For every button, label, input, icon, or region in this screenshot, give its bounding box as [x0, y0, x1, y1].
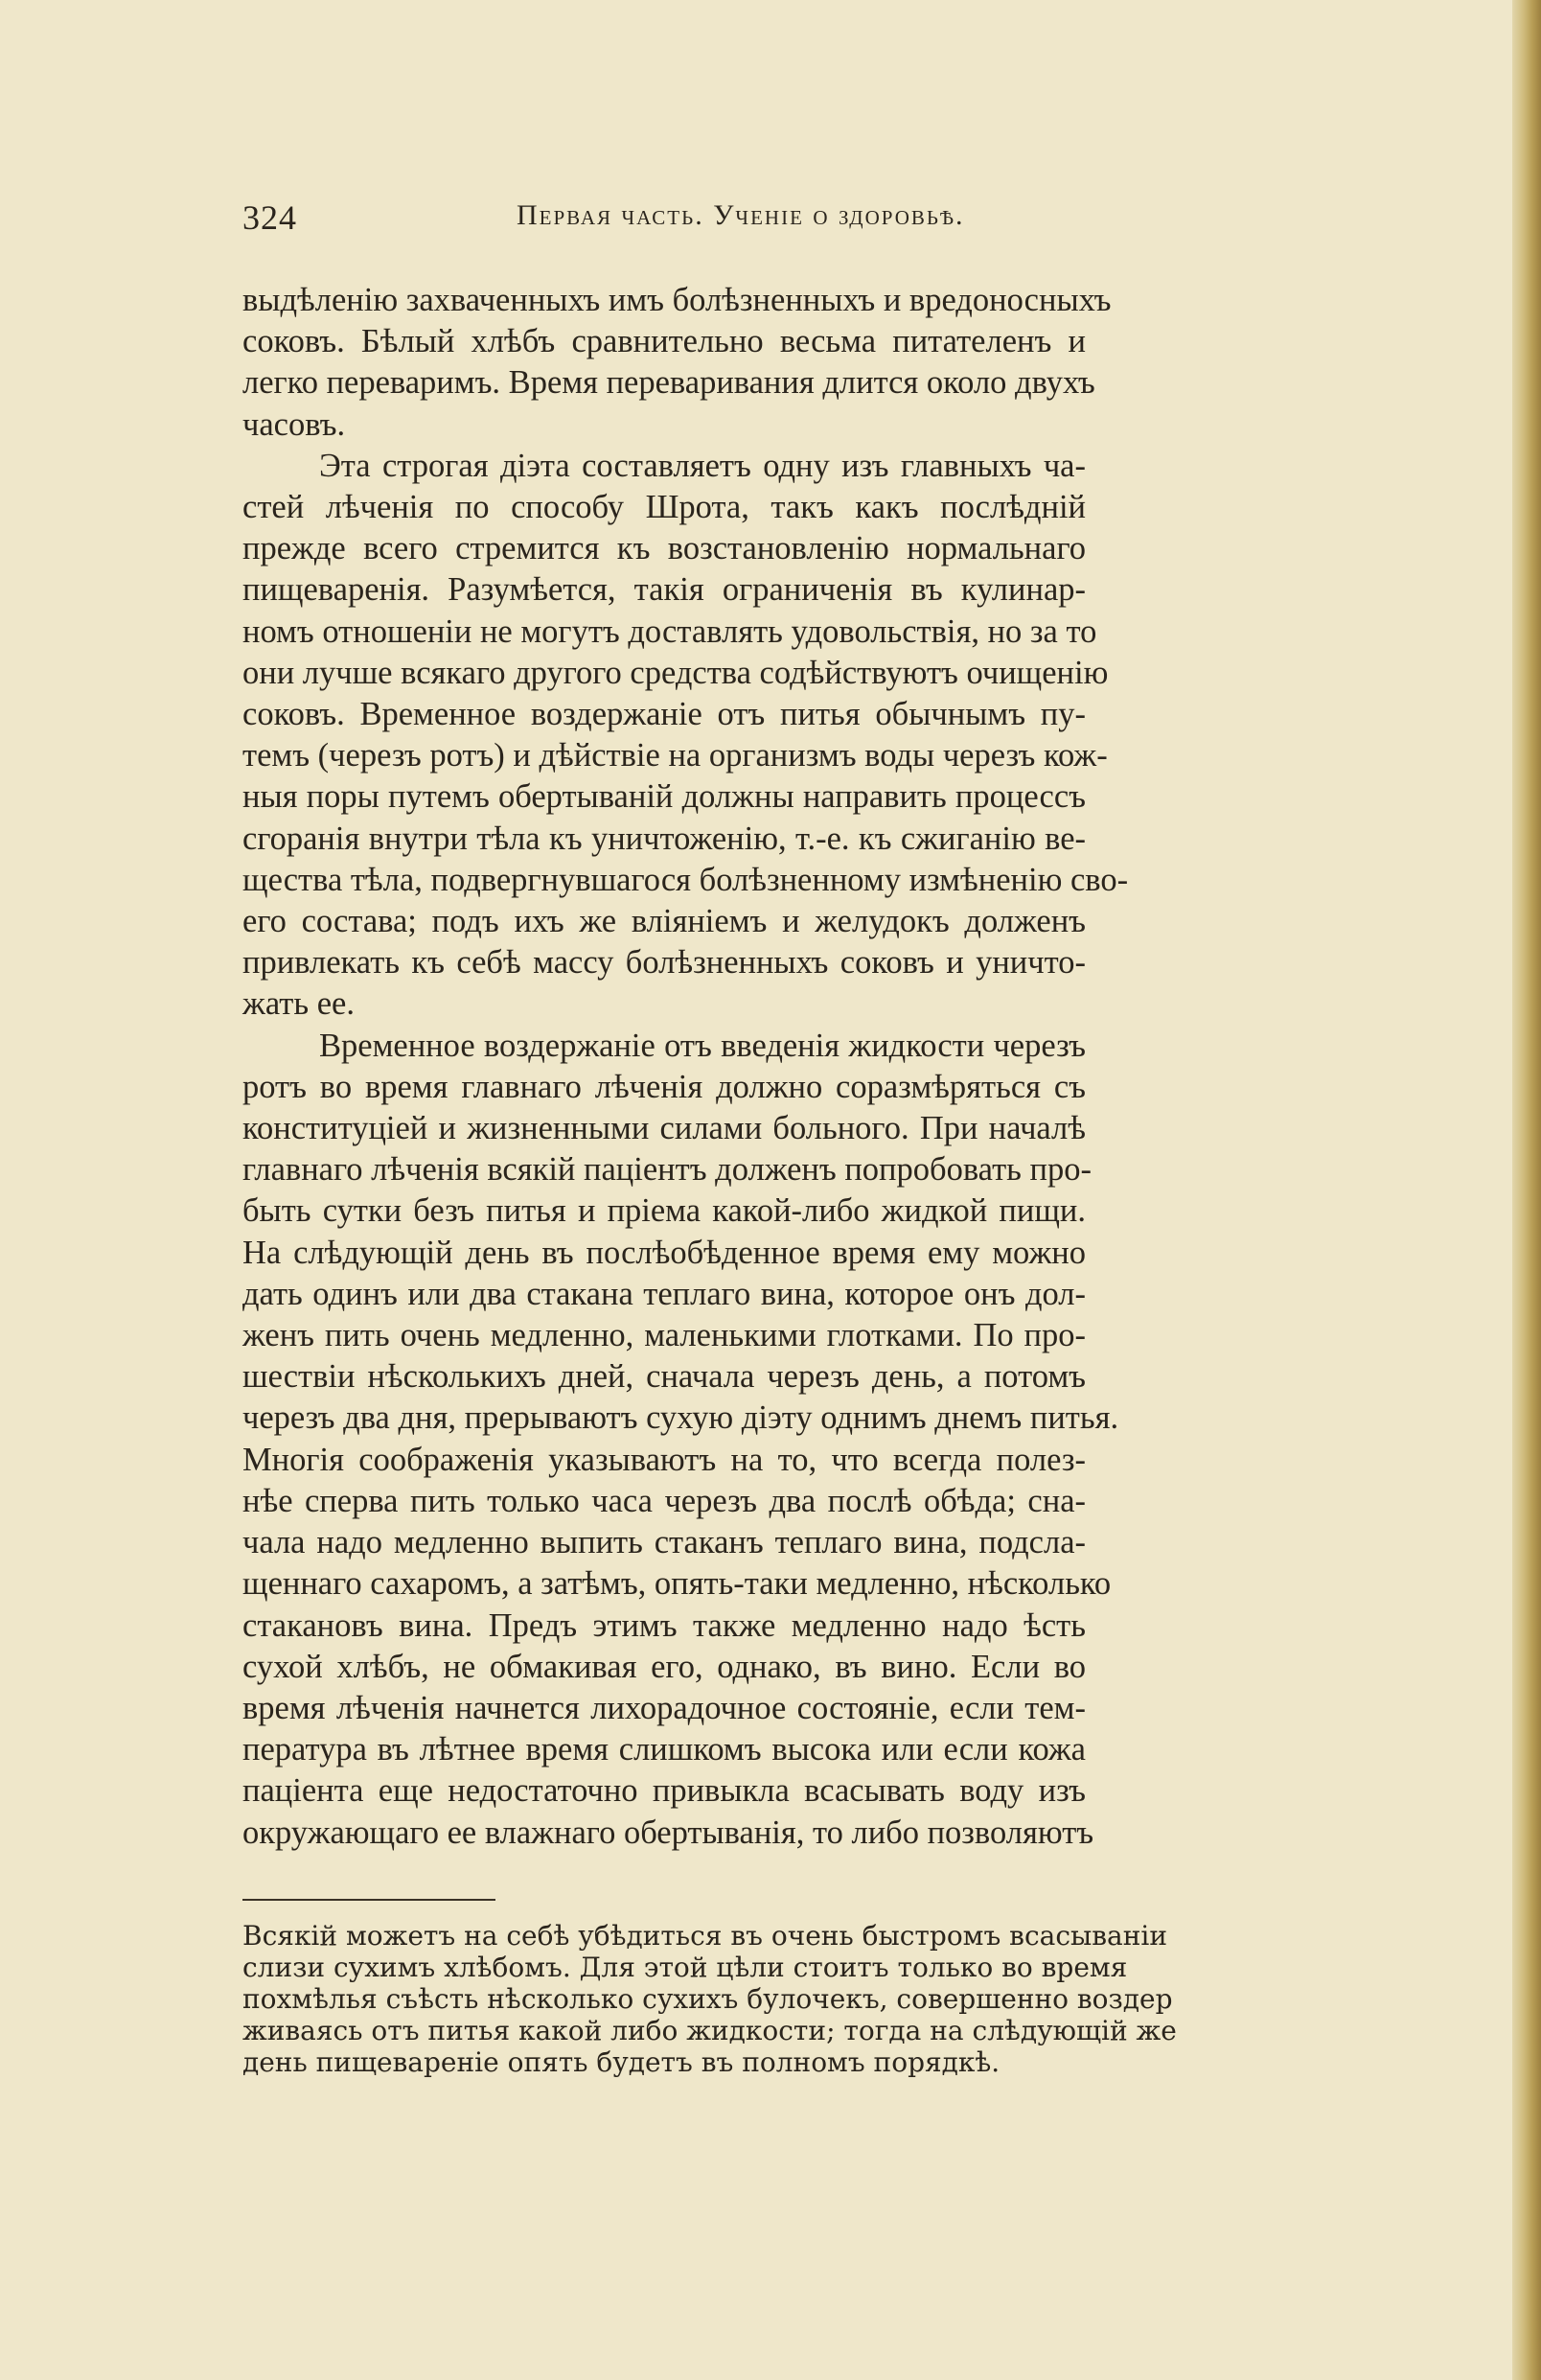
paragraph-1 [242, 280, 1112, 446]
footnote-line: живаясь отъ питья какой либо жидкости; тогда на слѣдующій же [242, 2015, 1177, 2046]
text-line: пищеваренія. Разумѣется, такія ограниченія въ кулинар- [242, 571, 1086, 609]
running-title: Первая часть. Ученіе о здоровьѣ. [517, 199, 965, 231]
text-line: его состава; подъ ихъ же вліяніемъ и желудокъ долженъ [242, 903, 1086, 940]
text-line: жать ее. [242, 985, 355, 1023]
text-line: шествіи нѣсколькихъ дней, сначала черезъ день, а потомъ [242, 1358, 1086, 1396]
footnote-rule [242, 1899, 495, 1901]
text-line: номъ отношеніи не могутъ доставлять удовольствія, но за то [242, 612, 1097, 650]
text-line: ротъ во время главнаго лѣченія должно соразмѣряться съ [242, 1068, 1086, 1105]
text-line: прежде всего стремится къ возстановленію нормальнаго [242, 530, 1086, 567]
text-line: выдѣленію захваченныхъ имъ болѣзненныхъ и вредоносныхъ [242, 282, 1112, 318]
text-line: чала надо медленно выпить стаканъ теплаго вина, подсла- [242, 1524, 1086, 1561]
text-line: соковъ. Временное воздержаніе отъ питья обычнымъ пу- [242, 696, 1086, 733]
text-line: главнаго лѣченія всякій паціентъ долженъ попробовать про- [242, 1151, 1092, 1189]
footnote-line: день пищевареніе опять будетъ въ полномъ порядкѣ. [242, 2046, 1000, 2078]
footnote-line: слизи сухимъ хлѣбомъ. Для этой цѣли стоитъ только во время [242, 1952, 1128, 1983]
text-line: соковъ. Бѣлый хлѣбъ сравнительно весьма питателенъ и [242, 323, 1086, 360]
text-line: привлекать къ себѣ массу болѣзненныхъ соковъ и уничто- [242, 944, 1086, 982]
body-text [242, 280, 1129, 1854]
text-line: быть сутки безъ питья и пріема какой-либо жидкой пищи. [242, 1192, 1086, 1230]
text-line: окружающаго ее влажнаго обертыванія, то либо позволяютъ [242, 1814, 1094, 1851]
paragraph-3 [242, 1026, 1119, 1854]
page-number: 324 [242, 198, 297, 237]
text-line: дать одинъ или два стакана теплаго вина, которое онъ дол- [242, 1275, 1086, 1312]
paragraph-2 [242, 446, 1129, 1026]
footnote-line: Всякій можетъ на себѣ убѣдиться въ очень быстромъ всасываніи [242, 1920, 1168, 1952]
text-line: они лучше всякаго другого средства содѣйствуютъ очищенію [242, 654, 1109, 691]
text-line: Многія соображенія указываютъ на то, что всегда полез- [242, 1441, 1086, 1478]
text-line: ныя поры путемъ обертываній должны направить процессъ [242, 778, 1086, 816]
text-line: пература въ лѣтнее время слишкомъ высока или если кожа [242, 1731, 1086, 1768]
text-line: щества тѣла, подвергнувшагося болѣзненному измѣненію сво- [242, 861, 1129, 898]
footnote-line: похмѣлья съѣсть нѣсколько сухихъ булочекъ, совершенно воздер [242, 1983, 1173, 2015]
text-line: темъ (черезъ ротъ) и дѣйствіе на организмъ воды черезъ кож- [242, 737, 1108, 774]
text-line: женъ пить очень медленно, маленькими глотками. По про- [242, 1317, 1086, 1354]
text-line: конституціей и жизненными силами больного. При началѣ [242, 1110, 1086, 1147]
text-line: нѣе сперва пить только часа черезъ два послѣ обѣда; сна- [242, 1482, 1086, 1519]
text-line: часовъ. [242, 405, 346, 443]
text-line: легко переваримъ. Время переваривания длится около двухъ [242, 364, 1095, 402]
text-line: На слѣдующій день въ послѣобѣденное время ему можно [242, 1234, 1086, 1271]
text-line: черезъ два дня, прерываютъ сухую діэту однимъ днемъ питья. [242, 1399, 1119, 1437]
text-line: Временное воздержаніе отъ введенія жидкости черезъ [319, 1027, 1086, 1064]
text-line: стакановъ вина. Предъ этимъ также медленно надо ѣсть [242, 1606, 1086, 1644]
text-line: паціента еще недостаточно привыкла всасывать воду изъ [242, 1772, 1086, 1810]
text-line: Эта строгая діэта составляетъ одну изъ главныхъ ча- [319, 447, 1086, 484]
text-line: время лѣченія начнется лихорадочное состояніе, если тем- [242, 1689, 1086, 1726]
text-line: сухой хлѣбъ, не обмакивая его, однако, въ вино. Если во [242, 1648, 1086, 1685]
page-edge [1512, 0, 1541, 2380]
text-line: стей лѣченія по способу Шрота, такъ какъ послѣдній [242, 489, 1086, 526]
text-line: сгоранія внутри тѣла къ уничтоженію, т.-е. къ сжиганію ве- [242, 820, 1086, 857]
text-line: щеннаго сахаромъ, а затѣмъ, опять-таки медленно, нѣсколько [242, 1565, 1112, 1603]
footnote [242, 1920, 1177, 2078]
